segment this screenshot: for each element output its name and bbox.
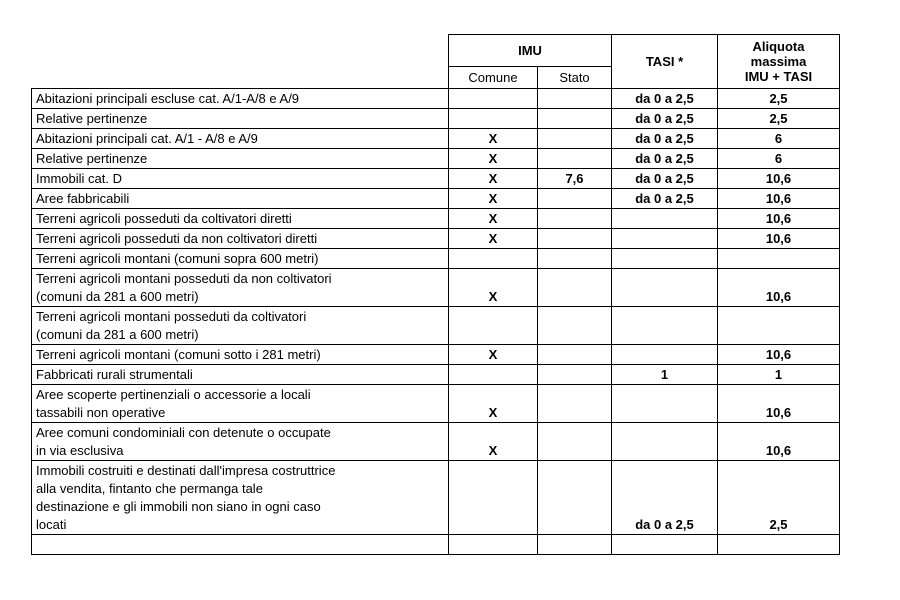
table-row (32, 89, 840, 109)
imu-tasi-table (31, 34, 840, 555)
row-stato-cell (538, 385, 612, 423)
header-imu: IMU (449, 35, 612, 67)
row-tasi-cell (612, 229, 718, 249)
row-stato-cell (538, 365, 612, 385)
row-comune-cell (449, 109, 538, 129)
row-aliquota-cell (718, 535, 840, 555)
row-aliquota-cell: 10,6 (718, 209, 840, 229)
row-description (32, 109, 449, 129)
row-comune-cell: X (449, 269, 538, 307)
row-stato-cell (538, 269, 612, 307)
row-comune-cell: X (449, 149, 538, 169)
row-comune-cell (449, 307, 538, 345)
table-row (32, 129, 840, 149)
row-comune-cell (449, 535, 538, 555)
row-description-line: Aree scoperte pertinenziali o accessorie a locali (36, 387, 311, 402)
row-tasi-cell: da 0 a 2,5 (612, 169, 718, 189)
row-description-line: in via esclusiva (36, 443, 124, 458)
row-tasi-cell (612, 209, 718, 229)
row-tasi-cell (612, 269, 718, 307)
table-row (32, 189, 840, 209)
row-stato-cell (538, 129, 612, 149)
row-aliquota-cell: 10,6 (718, 423, 840, 461)
row-description-line: destinazione e gli immobili non siano in ogni caso (36, 499, 321, 514)
table-row (32, 385, 840, 423)
row-aliquota-cell: 6 (718, 129, 840, 149)
row-aliquota-cell: 1 (718, 365, 840, 385)
header-stato: Stato (538, 67, 612, 89)
row-description-line: alla vendita, fintanto che permanga tale (36, 481, 263, 496)
row-comune-cell: X (449, 169, 538, 189)
row-comune-cell: X (449, 345, 538, 365)
row-aliquota-cell: 6 (718, 149, 840, 169)
row-aliquota-cell: 2,5 (718, 109, 840, 129)
row-aliquota-cell (718, 307, 840, 345)
row-stato-cell (538, 249, 612, 269)
header-blank-cell (32, 35, 449, 89)
table-row (32, 461, 840, 535)
row-comune-cell: X (449, 423, 538, 461)
table-body (32, 89, 840, 555)
table-row (32, 109, 840, 129)
row-tasi-cell: da 0 a 2,5 (612, 189, 718, 209)
row-tasi-cell: da 0 a 2,5 (612, 89, 718, 109)
row-aliquota-cell: 10,6 (718, 169, 840, 189)
row-comune-cell: X (449, 129, 538, 149)
row-tasi-cell (612, 345, 718, 365)
row-description (32, 461, 449, 535)
row-description (32, 269, 449, 307)
row-description-line: (comuni da 281 a 600 metri) (36, 327, 199, 342)
row-stato-cell (538, 307, 612, 345)
table-row (32, 269, 840, 307)
row-stato-cell (538, 89, 612, 109)
row-description-line: Aree fabbricabili (36, 191, 130, 206)
row-aliquota-cell: 10,6 (718, 189, 840, 209)
table-row (32, 209, 840, 229)
row-aliquota-cell (718, 249, 840, 269)
row-comune-cell (449, 461, 538, 535)
row-description-line: Abitazioni principali escluse cat. A/1-A/8 e A/9 (36, 91, 300, 106)
row-description-line: Terreni agricoli montani (comuni sotto i 281 metri) (36, 347, 321, 362)
row-description-line: Aree comuni condominiali con detenute o occupate (36, 425, 331, 440)
row-description (32, 209, 449, 229)
row-aliquota-cell: 10,6 (718, 345, 840, 365)
header-tasi: TASI * (612, 35, 718, 89)
row-description (32, 169, 449, 189)
header-aliquota-line-2: massima (750, 54, 807, 69)
row-description-line: Immobili costruiti e destinati dall'impresa costruttrice (36, 463, 336, 478)
row-tasi-cell: 1 (612, 365, 718, 385)
row-description-line: Abitazioni principali cat. A/1 - A/8 e A/9 (36, 131, 258, 146)
row-description (32, 189, 449, 209)
row-stato-cell (538, 535, 612, 555)
table-row (32, 169, 840, 189)
row-description (32, 423, 449, 461)
table-row (32, 365, 840, 385)
row-comune-cell (449, 249, 538, 269)
row-comune-cell (449, 365, 538, 385)
table-row (32, 345, 840, 365)
row-tasi-cell: da 0 a 2,5 (612, 461, 718, 535)
row-aliquota-cell: 10,6 (718, 269, 840, 307)
row-description (32, 385, 449, 423)
row-stato-cell (538, 423, 612, 461)
row-tasi-cell (612, 535, 718, 555)
row-description (32, 345, 449, 365)
row-description-line: Fabbricati rurali strumentali (36, 367, 193, 382)
table-row (32, 423, 840, 461)
row-stato-cell (538, 109, 612, 129)
row-description-line: Relative pertinenze (36, 111, 148, 126)
header-aliquota-line-3: IMU + TASI (744, 69, 813, 84)
row-comune-cell: X (449, 385, 538, 423)
row-description (32, 249, 449, 269)
row-description-line: Terreni agricoli posseduti da coltivatori diretti (36, 211, 292, 226)
row-description-line: Relative pertinenze (36, 151, 148, 166)
row-description (32, 149, 449, 169)
row-tasi-cell (612, 423, 718, 461)
row-stato-cell: 7,6 (538, 169, 612, 189)
table-row (32, 149, 840, 169)
header-comune: Comune (449, 67, 538, 89)
row-stato-cell (538, 345, 612, 365)
table-row (32, 249, 840, 269)
row-description-line: tassabili non operative (36, 405, 166, 420)
row-description-line: (comuni da 281 a 600 metri) (36, 289, 199, 304)
row-description (32, 365, 449, 385)
row-description-line: Terreni agricoli posseduti da non coltivatori diretti (36, 231, 318, 246)
row-description-line: locati (36, 517, 67, 532)
row-description (32, 89, 449, 109)
row-aliquota-cell: 10,6 (718, 385, 840, 423)
row-stato-cell (538, 461, 612, 535)
row-tasi-cell: da 0 a 2,5 (612, 109, 718, 129)
row-description (32, 129, 449, 149)
row-aliquota-cell: 2,5 (718, 89, 840, 109)
row-comune-cell: X (449, 189, 538, 209)
table-row (32, 307, 840, 345)
row-stato-cell (538, 229, 612, 249)
row-tasi-cell (612, 307, 718, 345)
table-row (32, 229, 840, 249)
row-description-line: Terreni agricoli montani posseduti da non coltivatori (36, 271, 332, 286)
row-tasi-cell (612, 249, 718, 269)
table-row (32, 535, 840, 555)
row-description-line: Immobili cat. D (36, 171, 122, 186)
header-aliquota-line-1: Aliquota (752, 39, 805, 54)
row-description (32, 307, 449, 345)
row-stato-cell (538, 209, 612, 229)
row-description (32, 535, 449, 555)
row-comune-cell: X (449, 209, 538, 229)
row-comune-cell: X (449, 229, 538, 249)
row-description-line: Terreni agricoli montani (comuni sopra 600 metri) (36, 251, 319, 266)
header-aliquota (718, 35, 840, 89)
row-tasi-cell: da 0 a 2,5 (612, 129, 718, 149)
row-description-line: Terreni agricoli montani posseduti da coltivatori (36, 309, 307, 324)
row-stato-cell (538, 149, 612, 169)
row-tasi-cell: da 0 a 2,5 (612, 149, 718, 169)
row-tasi-cell (612, 385, 718, 423)
row-comune-cell (449, 89, 538, 109)
row-aliquota-cell: 2,5 (718, 461, 840, 535)
row-description (32, 229, 449, 249)
row-aliquota-cell: 10,6 (718, 229, 840, 249)
row-stato-cell (538, 189, 612, 209)
